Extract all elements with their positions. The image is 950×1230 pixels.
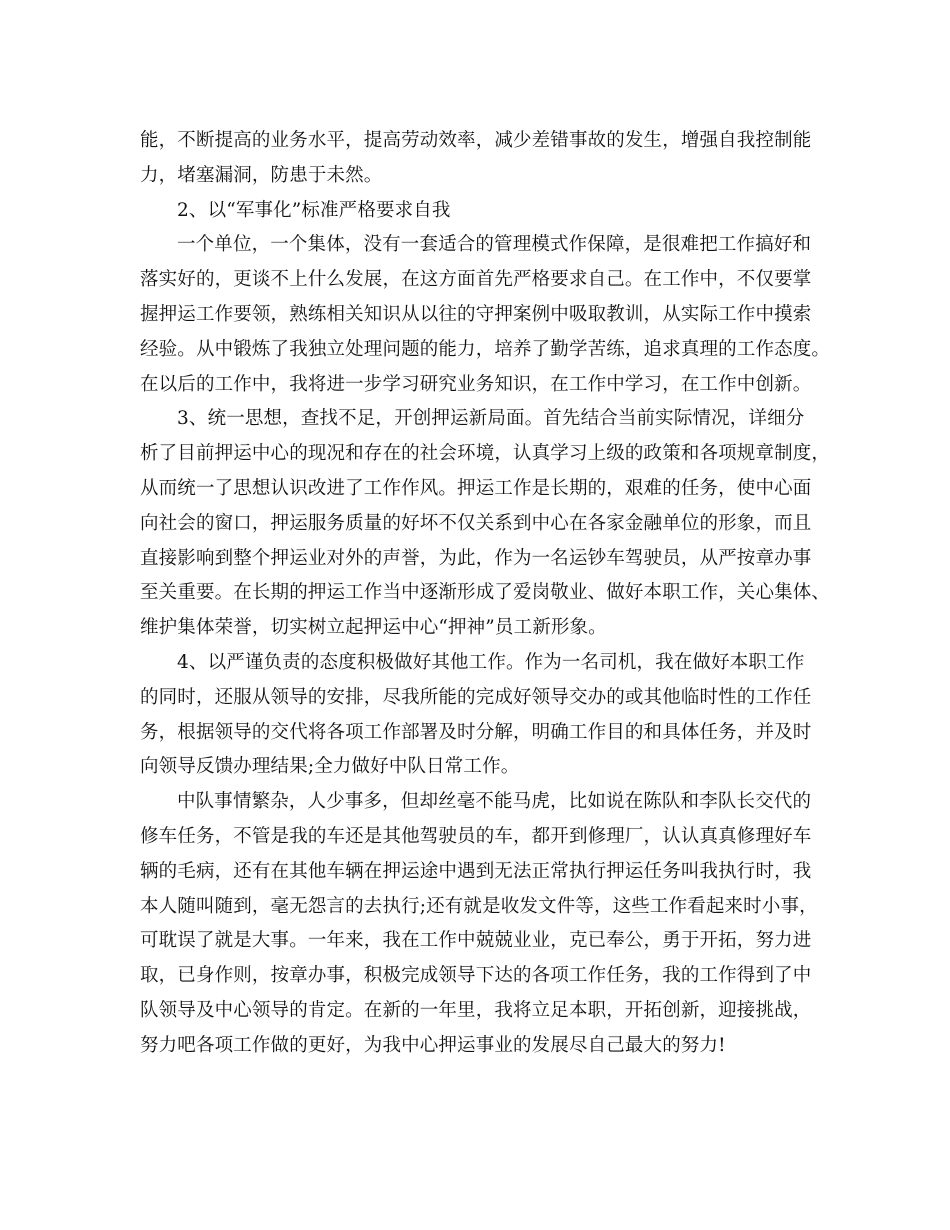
text-line: 至关重要。在长期的押运工作当中逐渐形成了爱岗敬业、做好本职工作，关心集体、: [140, 582, 831, 604]
text-line: 落实好的，更谈不上什么发展，在这方面首先严格要求自己。在工作中，不仅要掌: [140, 269, 812, 291]
document-body: [140, 124, 831, 1064]
text-line: 向社会的窗口，押运服务质量的好坏不仅关系到中心在各家金融单位的形象，而且: [140, 512, 812, 534]
text-line: 队领导及中心领导的肯定。在新的一年里，我将立足本职，开拓创新，迎接挑战，: [140, 999, 812, 1021]
text-line: 维护集体荣誉，切实树立起押运中心“押神”员工新形象。: [140, 617, 607, 639]
text-line: 从而统一了思想认识改进了工作作风。押运工作是长期的，艰难的任务，使中心面: [140, 477, 812, 499]
text-line: 可耽误了就是大事。一年来，我在工作中兢兢业业，克已奉公，勇于开拓，努力进: [140, 930, 812, 952]
text-line: 在以后的工作中，我将进一步学习研究业务知识，在工作中学习，在工作中创新。: [140, 373, 812, 395]
text-line: 握押运工作要领，熟练相关知识从以往的守押案例中吸取教训，从实际工作中摸索: [140, 303, 812, 325]
text-line: 析了目前押运中心的现况和存在的社会环境，认真学习上级的政策和各项规章制度，: [140, 443, 831, 465]
text-line: 中队事情繁杂，人少事多，但却丝毫不能马虎，比如说在陈队和李队长交代的: [177, 791, 812, 813]
text-line: 一个单位，一个集体，没有一套适合的管理模式作保障，是很难把工作搞好和: [177, 234, 812, 256]
text-line: 务，根据领导的交代将各项工作部署及时分解，明确工作目的和具体任务，并及时: [140, 721, 812, 743]
text-line: 3、统一思想，查找不足，开创押运新局面。首先结合当前实际情况，详细分: [177, 408, 805, 430]
text-line: 经验。从中锻炼了我独立处理问题的能力，培养了勤学苦练，追求真理的工作态度。: [140, 338, 831, 360]
text-line: 直接影响到整个押运业对外的声誉，为此，作为一名运钞车驾驶员，从严按章办事: [140, 547, 812, 569]
text-line: 4、以严谨负责的态度积极做好其他工作。作为一名司机，我在做好本职工作: [177, 651, 805, 673]
text-line: 修车任务，不管是我的车还是其他驾驶员的车，都开到修理厂，认认真真修理好车: [140, 825, 812, 847]
text-line: 取，已身作则，按章办事，积极完成领导下达的各项工作任务，我的工作得到了中: [140, 965, 812, 987]
text-line: 能，不断提高的业务水平，提高劳动效率，减少差错事故的发生，增强自我控制能: [140, 130, 812, 151]
text-line: 辆的毛病，还有在其他车辆在押运途中遇到无法正常执行押运任务叫我执行时，我: [140, 860, 812, 882]
text-line: 本人随叫随到，毫无怨言的去执行;还有就是收发文件等，这些工作看起来时小事，: [140, 895, 818, 917]
text-line: 2、以“军事化”标准严格要求自我: [177, 199, 451, 221]
text-line: 努力吧各项工作做的更好，为我中心押运事业的发展尽自己最大的努力!: [140, 1034, 726, 1056]
text-line: 的同时，还服从领导的安排，尽我所能的完成好领导交办的或其他临时性的工作任: [140, 686, 812, 708]
text-line: 力，堵塞漏洞，防患于未然。: [140, 164, 383, 186]
text-line: 向领导反馈办理结果;全力做好中队日常工作。: [140, 756, 520, 778]
